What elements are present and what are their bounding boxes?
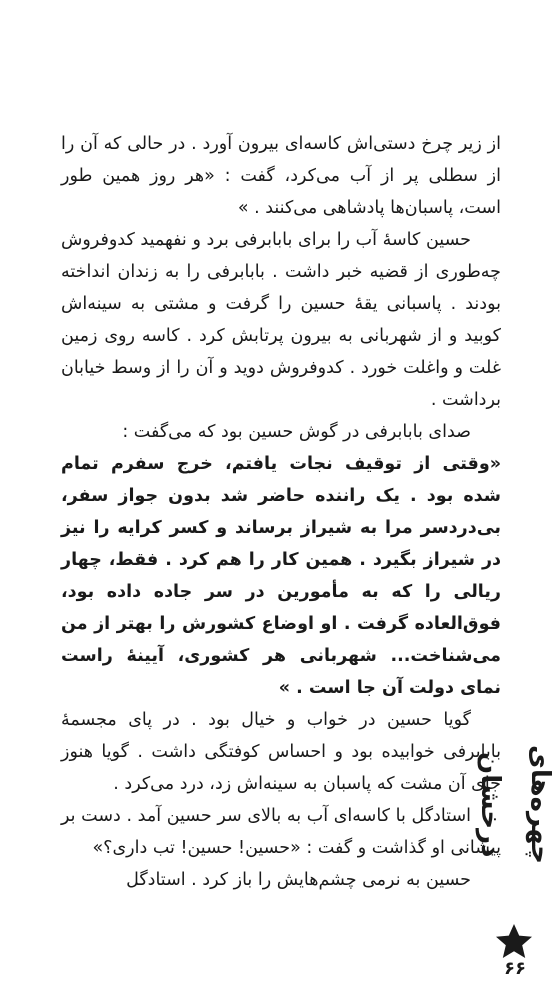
paragraph-6: استادگل با کاسه‌ای آب به بالای سر حسین آمد . دست بر پیشانی او گذاشت و گفت : «حسین! حسین! تب داری؟» (61, 806, 501, 858)
series-title: چهره‌های درخشان (475, 745, 555, 865)
star-icon (494, 923, 534, 959)
paragraph-3: صدای بابابرفی در گوش حسین بود که می‌گفت : (122, 422, 471, 442)
paragraph-7: حسین به نرمی چشم‌هایش را باز کرد . استادگل (126, 870, 471, 890)
page-margin-header (475, 690, 555, 980)
paragraph-quote: «وقتی از توقیف نجات یافتم، خرج سفرم تمام شده بود . یک راننده حاضر شد بدون جواز سفر، بی‌دردسر مرا به شیراز برساند و کسر کرایه را نیز در شیراز بگیرد . همین کار را هم کرد . فقط، چهار ریالی را که به مأمورین در سر جاده داده بود، فوق‌العاده گرفت . او اوضاع کشورش را بهتر از من می‌شناخت... شهربانی هر کشوری، آیینهٔ راست نمای دولت آن جا است . » (61, 454, 501, 698)
paragraph-2: حسین کاسهٔ آب را برای بابابرفی برد و نفهمید کدوفروش چه‌طوری از قضیه خبر داشت . بابابرفی را به زندان انداخته بودند . پاسبانی یقهٔ حسین را گرفت و مشتی به سینه‌اش کوبید و از شهربانی به بیرون پرتابش کرد . کاسه روی زمین غلت و واغلت خورد . کدوفروش دوید و آن را از وسط خیابان برداشت . (61, 230, 501, 410)
paragraph-5: گویا حسین در خواب و خیال بود . در پای مجسمهٔ بابابرفی خوابیده بود و احساس کوفتگی داشت . گویا هنوز جای آن مشت که پاسبان به سینه‌اش زد، درد می‌کرد . (61, 710, 501, 794)
body-text (61, 128, 501, 896)
paragraph-1: از زیر چرخ دستی‌اش کاسه‌ای بیرون آورد . در حالی که آن را از سطلی پر از آب می‌کرد، گفت : «هر روز همین طور است، پاسبان‌ها پادشاهی می‌کنند . » (61, 134, 501, 218)
page-number: ۶۶ (504, 958, 526, 979)
